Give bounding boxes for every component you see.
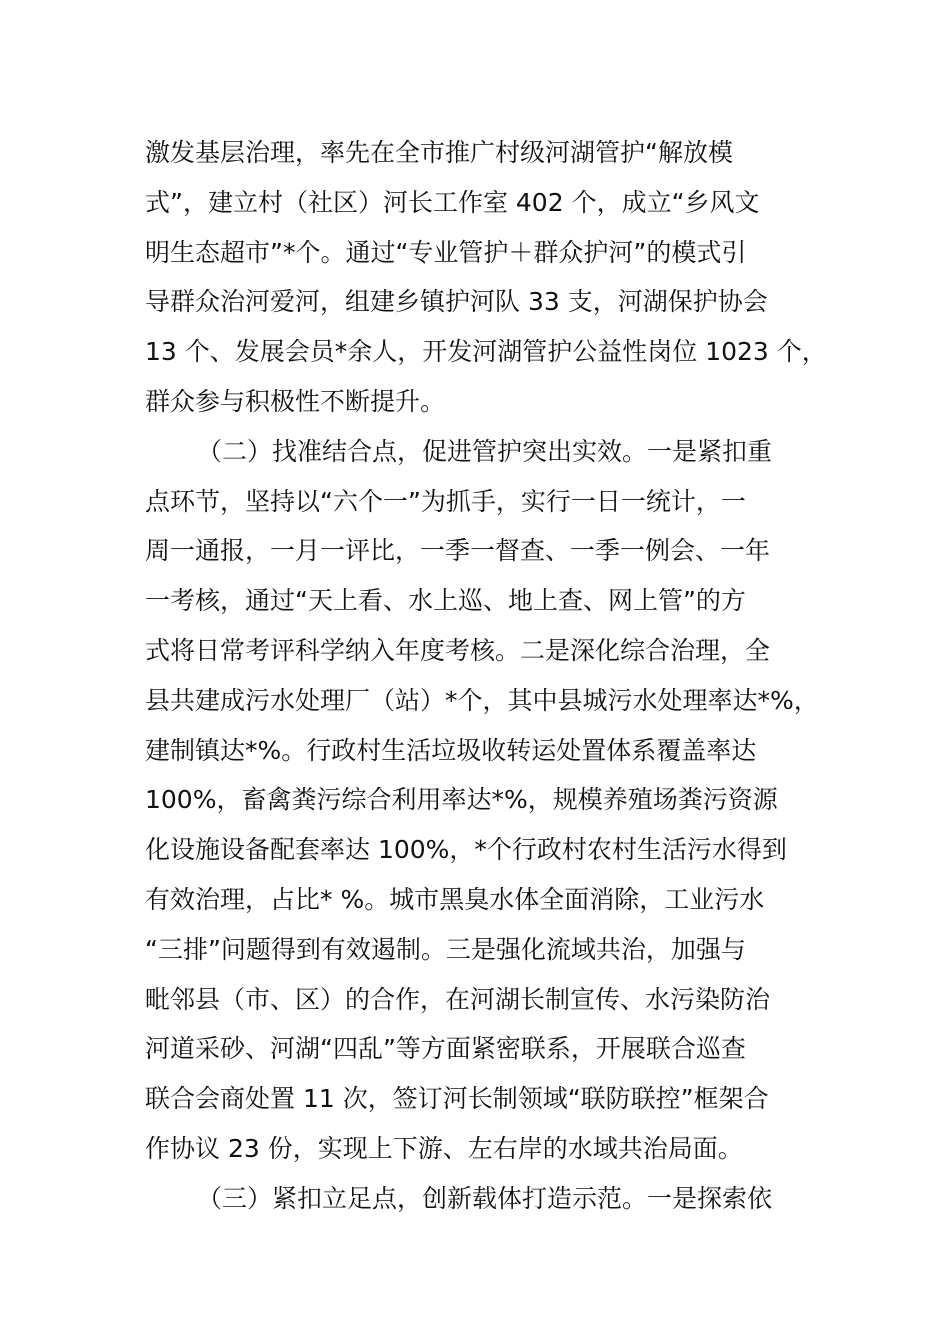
text-line: 激发基层治理，率先在全市推广村级河湖管护“解放模 — [145, 138, 733, 167]
paragraph-first-line: （二）找准结合点，促进管护突出实效。一是紧扣重 — [197, 436, 773, 466]
text-line: 明生态超市”*个。通过“专业管护＋群众护河”的模式引 — [145, 237, 747, 267]
text-line: 导群众治河爱河，组建乡镇护河队 33 支，河湖保护协会 — [145, 287, 768, 317]
text-line: 点环节，坚持以“六个一”为抓手，实行一日一统计，一 — [145, 486, 746, 516]
text-line: “三排”问题得到有效遏制。三是强化流域共治，加强与 — [145, 934, 746, 964]
text-line: 13 个、发展会员*余人，开发河湖管护公益性岗位 1023 个， — [145, 337, 827, 367]
text-line: 有效治理，占比* %。城市黑臭水体全面消除，工业污水 — [145, 884, 765, 914]
text-line: 式”，建立村（社区）河长工作室 402 个，成立“乡风文 — [145, 187, 760, 217]
text-line: 作协议 23 份，实现上下游、左右岸的水域共治局面。 — [145, 1133, 743, 1163]
text-line: 毗邻县（市、区）的合作，在河湖长制宣传、水污染防治 — [145, 984, 771, 1014]
text-line: 式将日常考评科学纳入年度考核。二是深化综合治理，全 — [145, 635, 771, 665]
text-line: 联合会商处置 11 次，签订河长制领域“联防联控”框架合 — [145, 1084, 769, 1114]
text-line: 100%，畜禽粪污综合利用率达*%，规模养殖场粪污资源 — [145, 785, 778, 815]
text-line: 周一通报，一月一评比，一季一督查、一季一例会、一年 — [145, 536, 771, 566]
text-line: 河道采砂、河湖“四乱”等方面紧密联系，开展联合巡查 — [145, 1034, 746, 1064]
text-line: 群众参与积极性不断提升。 — [145, 386, 446, 416]
document-body — [145, 128, 835, 1224]
text-line: 一考核，通过“天上看、水上巡、地上查、网上管”的方 — [145, 586, 746, 616]
paragraph-first-line: （三）紧扣立足点，创新载体打造示范。一是探索依 — [197, 1183, 773, 1213]
text-line: 县共建成污水处理厂（站）*个，其中县城污水处理率达*%， — [145, 685, 819, 715]
text-line: 化设施设备配套率达 100%，*个行政村农村生活污水得到 — [145, 835, 787, 865]
text-line: 建制镇达*%。行政村生活垃圾收转运处置体系覆盖率达 — [145, 735, 757, 765]
